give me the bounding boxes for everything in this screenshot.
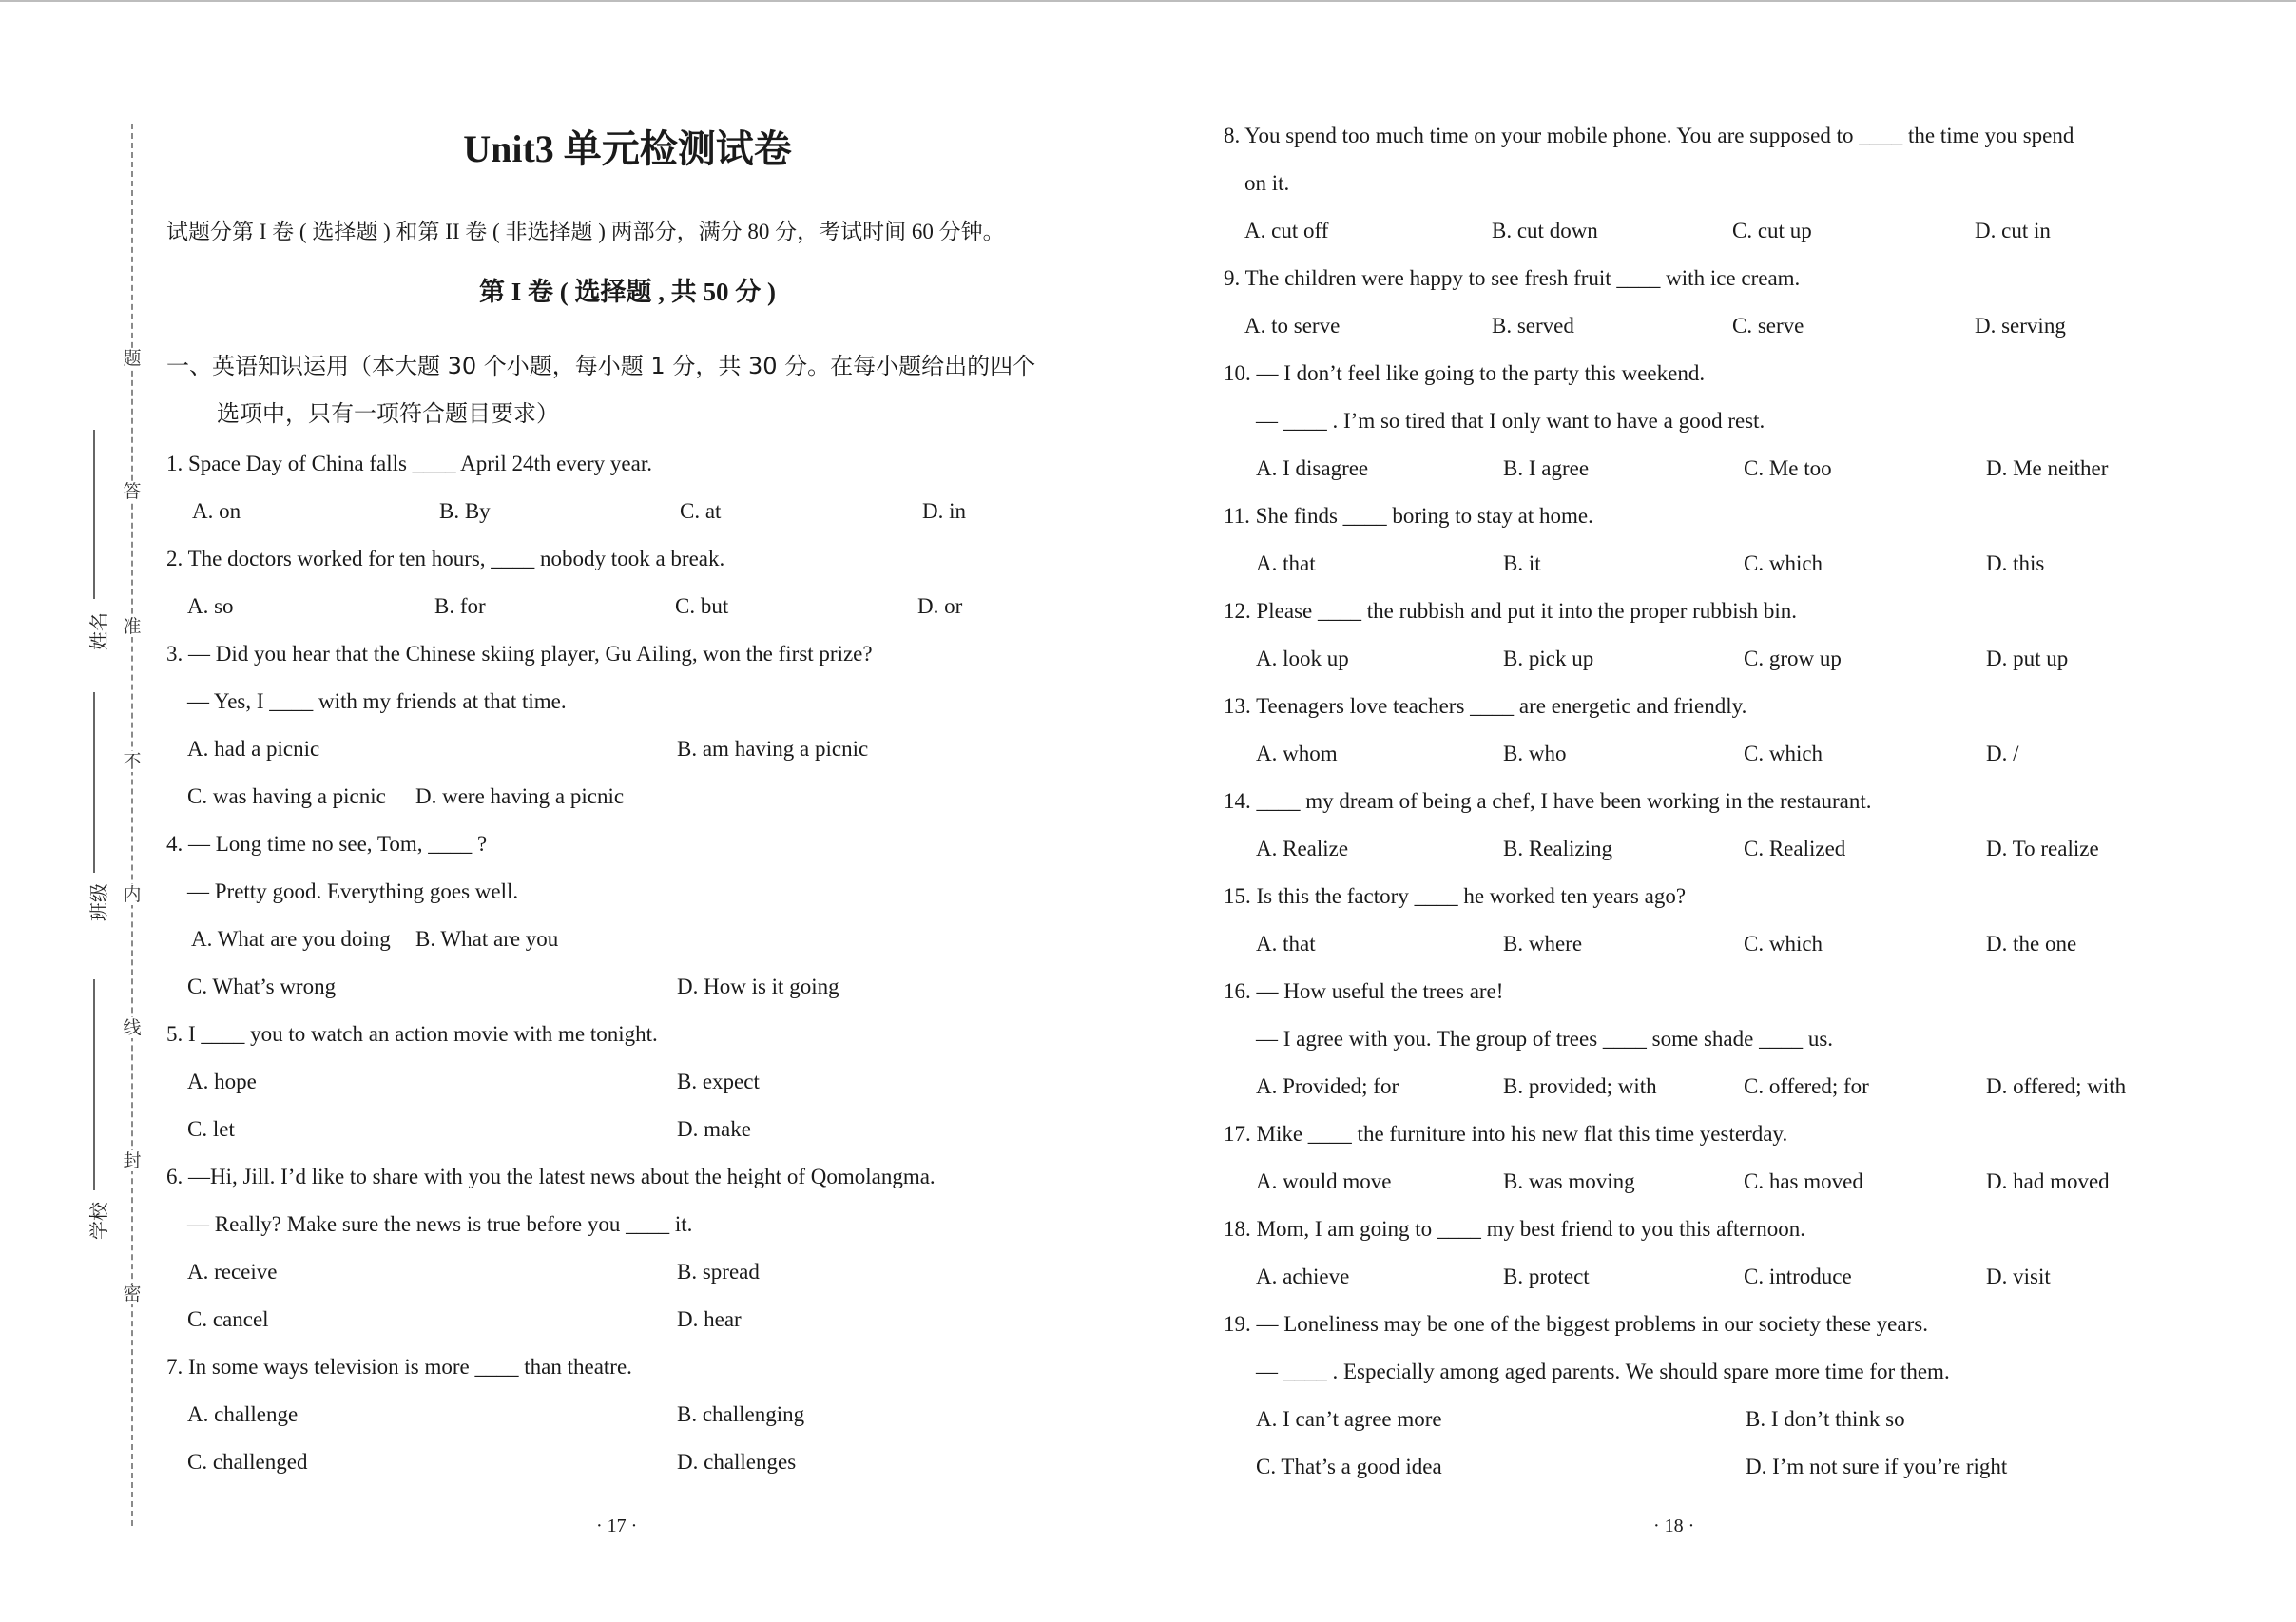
name-field-line[interactable] — [93, 430, 95, 599]
question-stem: 10. — I don’t feel like going to the party this weekend. — [1224, 361, 1706, 385]
answer-option[interactable]: A. that — [1256, 551, 1316, 575]
page-number: · 17 · — [596, 1516, 638, 1536]
question-line: — I agree with you. The group of trees ____ some shade ____ us. — [1256, 1027, 1834, 1051]
answer-option[interactable]: C. grow up — [1744, 647, 1842, 670]
answer-option[interactable]: D. in — [922, 499, 966, 523]
answer-option[interactable]: B. it — [1503, 551, 1541, 575]
answer-option[interactable]: A. on — [192, 499, 241, 523]
options-row — [1224, 1443, 2074, 1491]
options-row — [166, 916, 936, 963]
question-line: on it. — [1244, 171, 1290, 195]
question-stem: 2. The doctors worked for ten hours, ____ nobody took a break. — [166, 547, 725, 570]
answer-option[interactable]: C. which — [1744, 932, 1823, 956]
answer-option[interactable]: C. cancel — [187, 1307, 269, 1331]
answer-option[interactable]: C. What’s wrong — [187, 975, 337, 998]
options-row — [166, 963, 936, 1011]
question-line: — Pretty good. Everything goes well. — [187, 879, 519, 903]
answer-option[interactable]: C. That’s a good idea — [1256, 1455, 1442, 1478]
question-stem: 5. I ____ you to watch an action movie with me tonight. — [166, 1022, 658, 1046]
answer-option[interactable]: B. who — [1503, 742, 1567, 765]
answer-option[interactable]: B. What are you — [415, 927, 559, 951]
answer-option[interactable]: D. make — [677, 1117, 751, 1141]
question-stem: 6. —Hi, Jill. I’d like to share with you the latest news about the height of Qomolangma. — [166, 1165, 936, 1188]
question-stem: 17. Mike ____ the furniture into his new flat this time yesterday. — [1224, 1122, 1788, 1146]
answer-option[interactable]: C. which — [1744, 742, 1823, 765]
name-field-label: 姓名 — [87, 612, 110, 650]
answer-option[interactable]: B. I agree — [1503, 456, 1590, 480]
answer-option[interactable]: D. Me neither — [1986, 456, 2109, 480]
answer-option[interactable]: A. cut off — [1244, 219, 1329, 242]
answer-option[interactable]: B. I don’t think so — [1746, 1407, 1905, 1431]
part-heading-line1: 一、英语知识运用（本大题 30 个小题，每小题 1 分，共 30 分。在每小题给出的四个 — [166, 353, 1036, 379]
options-row — [166, 1391, 936, 1439]
seal-char: 题 — [123, 348, 142, 369]
options-row — [1224, 920, 2077, 968]
section-title: 第 I 卷 ( 选择题 , 共 50 分 ) — [479, 278, 776, 306]
binding-margin — [0, 0, 162, 1622]
answer-option[interactable]: A. challenge — [187, 1402, 299, 1426]
answer-option[interactable]: A. that — [1256, 932, 1316, 956]
answer-option[interactable]: D. had moved — [1986, 1169, 2110, 1193]
options-row — [166, 583, 963, 630]
answer-option[interactable]: D. or — [917, 594, 963, 618]
options-row — [1224, 1396, 2074, 1443]
answer-option[interactable]: A. Realize — [1256, 837, 1349, 860]
options-row — [1224, 825, 2099, 873]
options-row — [1224, 1158, 2110, 1206]
options-row — [166, 1248, 936, 1296]
school-field-line[interactable] — [93, 979, 95, 1190]
answer-option[interactable]: B. protect — [1503, 1265, 1590, 1288]
answer-option[interactable]: C. was having a picnic — [187, 784, 386, 808]
answer-option[interactable]: C. challenged — [187, 1450, 308, 1474]
question-line: — Really? Make sure the news is true before you ____ it. — [187, 1212, 693, 1236]
answer-option[interactable]: B. for — [434, 594, 486, 618]
answer-option[interactable]: C. let — [187, 1117, 235, 1141]
options-row — [166, 725, 936, 773]
seal-char: 答 — [123, 481, 142, 502]
answer-option[interactable]: B. was moving — [1503, 1169, 1635, 1193]
options-row — [166, 1439, 936, 1486]
answer-option[interactable]: A. hope — [187, 1070, 257, 1093]
answer-option[interactable]: D. cut in — [1975, 219, 2051, 242]
answer-option[interactable]: D. How is it going — [677, 975, 839, 998]
question-stem: 18. Mom, I am going to ____ my best friend to you this afternoon. — [1224, 1217, 1805, 1241]
options-row — [166, 488, 966, 535]
answer-option[interactable]: D. I’m not sure if you’re right — [1746, 1455, 2008, 1478]
options-row — [166, 773, 936, 821]
question-stem: 7. In some ways television is more ____ than theatre. — [166, 1355, 632, 1379]
answer-option[interactable]: D. challenges — [677, 1450, 797, 1474]
options-row — [1224, 540, 2074, 588]
answer-option[interactable]: A. would move — [1256, 1169, 1392, 1193]
options-row — [1224, 445, 2109, 492]
answer-option[interactable]: C. Realized — [1744, 837, 1846, 860]
options-row — [166, 1296, 936, 1343]
answer-option[interactable]: B. challenging — [677, 1402, 805, 1426]
answer-option[interactable]: A. look up — [1256, 647, 1349, 670]
part-heading — [166, 342, 1035, 437]
answer-option[interactable]: C. offered; for — [1744, 1074, 1869, 1098]
answer-option[interactable]: D. this — [1986, 551, 2045, 575]
exam-intro: 试题分第 I 卷 ( 选择题 ) 和第 II 卷 ( 非选择题 ) 两部分，满分 80 分，考试时间 60 分钟。 — [166, 220, 1005, 243]
answer-option[interactable]: D. the one — [1986, 932, 2077, 956]
seal-char: 线 — [123, 1017, 142, 1038]
answer-option[interactable]: A. whom — [1256, 742, 1338, 765]
answer-option[interactable]: C. introduce — [1744, 1265, 1852, 1288]
question-list — [1224, 112, 2127, 1491]
options-row — [166, 1058, 936, 1106]
seal-char: 不 — [123, 751, 142, 772]
school-field-label: 学校 — [87, 1202, 110, 1240]
seal-char: 密 — [123, 1284, 142, 1304]
answer-option[interactable]: A. had a picnic — [187, 737, 320, 761]
answer-option[interactable]: B. where — [1503, 932, 1583, 956]
options-row — [1224, 1063, 2127, 1110]
question-stem: 12. Please ____ the rubbish and put it into the proper rubbish bin. — [1224, 599, 1798, 623]
answer-option[interactable]: D. / — [1986, 742, 2019, 765]
answer-option[interactable]: C. Me too — [1744, 456, 1832, 480]
page-title: Unit3 单元检测试卷 — [463, 127, 792, 170]
question-line: — Yes, I ____ with my friends at that time. — [187, 689, 567, 713]
answer-option[interactable]: D. put up — [1986, 647, 2069, 670]
answer-option[interactable]: A. to serve — [1244, 314, 1341, 338]
question-stem: 3. — Did you hear that the Chinese skiing player, Gu Ailing, won the first prize? — [166, 642, 873, 666]
answer-option[interactable]: B. expect — [677, 1070, 760, 1093]
answer-option[interactable]: D. were having a picnic — [415, 784, 625, 808]
options-row — [1224, 635, 2074, 683]
question-line: — ____ . I’m so tired that I only want to have a good rest. — [1256, 409, 1765, 433]
question-stem: 16. — How useful the trees are! — [1224, 979, 1504, 1003]
part-heading-line2: 选项中，只有一项符合题目要求） — [217, 400, 559, 427]
seal-char: 准 — [123, 616, 142, 637]
answer-option[interactable]: A. What are you doing — [191, 927, 391, 951]
question-list — [166, 440, 966, 1486]
answer-option[interactable]: C. serve — [1732, 314, 1804, 338]
answer-option[interactable]: A. so — [187, 594, 234, 618]
answer-option[interactable]: A. receive — [187, 1260, 278, 1284]
answer-option[interactable]: B. am having a picnic — [677, 737, 869, 761]
question-stem: 19. — Loneliness may be one of the biggest problems in our society these years. — [1224, 1312, 1928, 1336]
question-stem: 8. You spend too much time on your mobile phone. You are supposed to ____ the time you spend — [1224, 124, 2074, 147]
answer-option[interactable]: C. but — [675, 594, 729, 618]
question-stem: 9. The children were happy to see fresh fruit ____ with ice cream. — [1224, 266, 1801, 290]
answer-option[interactable]: A. achieve — [1256, 1265, 1350, 1288]
options-row — [1224, 730, 2074, 778]
question-stem: 1. Space Day of China falls ____ April 24th every year. — [166, 452, 652, 475]
class-field-label: 班级 — [87, 883, 110, 921]
seal-dashed-line — [131, 124, 133, 1526]
answer-option[interactable]: D. visit — [1986, 1265, 2051, 1288]
question-stem: 15. Is this the factory ____ he worked ten years ago? — [1224, 884, 1687, 908]
answer-option[interactable]: B. served — [1492, 314, 1574, 338]
class-field-line[interactable] — [93, 692, 95, 873]
answer-option[interactable]: D. offered; with — [1986, 1074, 2127, 1098]
answer-option[interactable]: A. Provided; for — [1256, 1074, 1399, 1098]
answer-option[interactable]: B. cut down — [1492, 219, 1598, 242]
answer-option[interactable]: B. provided; with — [1503, 1074, 1657, 1098]
answer-option[interactable]: B. spread — [677, 1260, 760, 1284]
options-row — [1224, 207, 2074, 255]
answer-option[interactable]: C. has moved — [1744, 1169, 1863, 1193]
answer-option[interactable]: B. pick up — [1503, 647, 1594, 670]
top-border-line — [0, 0, 2296, 2]
question-stem: 13. Teenagers love teachers ____ are energetic and friendly. — [1224, 694, 1747, 718]
answer-option[interactable]: B. By — [439, 499, 491, 523]
options-row — [166, 1106, 936, 1153]
answer-option[interactable]: C. which — [1744, 551, 1823, 575]
answer-option[interactable]: A. I disagree — [1256, 456, 1369, 480]
question-stem: 11. She finds ____ boring to stay at home. — [1224, 504, 1593, 528]
answer-option[interactable]: D. serving — [1975, 314, 2066, 338]
page-number: · 18 · — [1653, 1516, 1695, 1536]
answer-option[interactable]: C. at — [680, 499, 722, 523]
options-row — [1224, 302, 2074, 350]
question-line: — ____ . Especially among aged parents. We should spare more time for them. — [1256, 1360, 1950, 1383]
answer-option[interactable]: D. hear — [677, 1307, 742, 1331]
options-row — [1224, 1253, 2074, 1301]
answer-option[interactable]: D. To realize — [1986, 837, 2099, 860]
question-stem: 4. — Long time no see, Tom, ____ ? — [166, 832, 488, 856]
question-stem: 14. ____ my dream of being a chef, I have been working in the restaurant. — [1224, 789, 1872, 813]
answer-option[interactable]: C. cut up — [1732, 219, 1812, 242]
answer-option[interactable]: B. Realizing — [1503, 837, 1612, 860]
answer-option[interactable]: A. I can’t agree more — [1256, 1407, 1442, 1431]
seal-char: 封 — [123, 1150, 142, 1171]
seal-char: 内 — [123, 884, 142, 905]
